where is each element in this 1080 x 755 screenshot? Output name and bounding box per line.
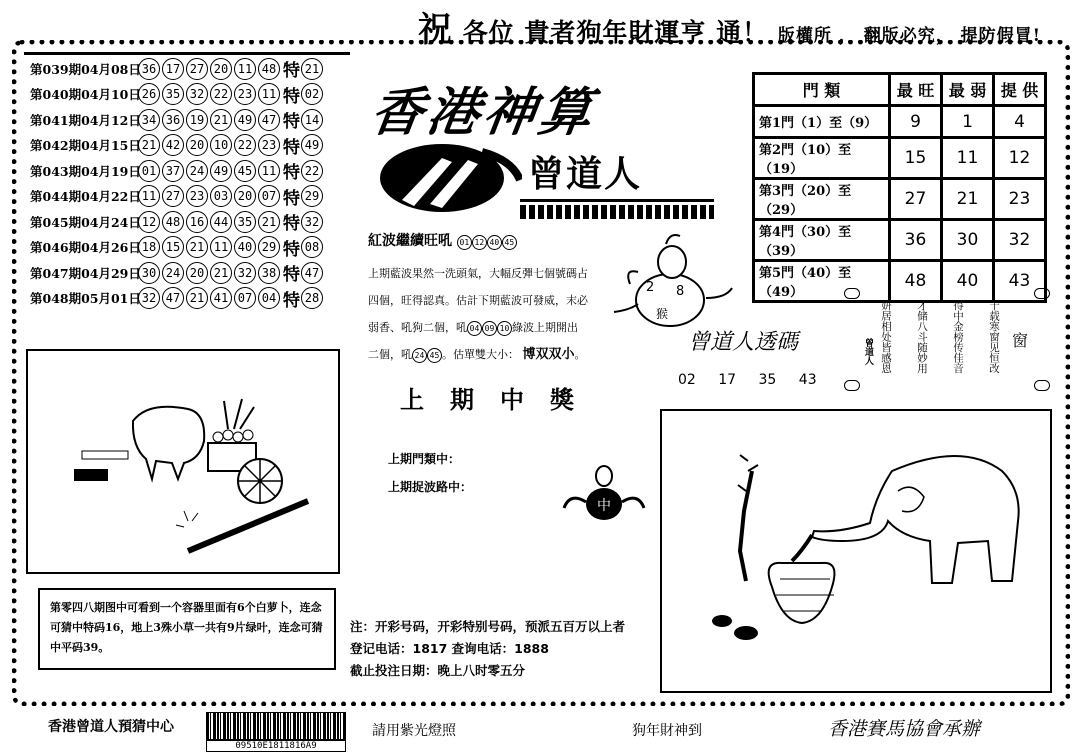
- special-ball: 49: [301, 134, 323, 156]
- number-ball: 42: [162, 134, 184, 156]
- number-ball: 04: [467, 321, 482, 336]
- subtitle: 曾道人: [528, 153, 643, 195]
- riddle-picture: [26, 349, 340, 574]
- number-ball: 20: [186, 262, 208, 284]
- number-ball: 29: [258, 236, 280, 258]
- win-gourd-icon: [562, 462, 646, 524]
- last-period-title: 上期中獎: [400, 386, 600, 414]
- analysis-text-part: 弱香、吼狗二個，吼: [368, 321, 467, 334]
- door-offer: 23: [994, 179, 1046, 220]
- number-ball: 44: [210, 211, 232, 233]
- number-ball: 40: [234, 236, 256, 258]
- history-row: [30, 107, 348, 133]
- zdr-transmit-label: 曾道人透碼: [688, 330, 799, 355]
- number-ball: 47: [162, 287, 184, 309]
- number-ball: 21: [186, 236, 208, 258]
- period-label: 第042期04月15日: [30, 138, 141, 154]
- number-ball: 24: [412, 348, 427, 363]
- number-ball: 32: [138, 287, 160, 309]
- banner-notice: 版權所 ， 翻版必究， 提防假冒!: [777, 26, 1042, 46]
- door-label: 第1門（1）至（9）: [754, 106, 890, 138]
- analysis-text-part: 二個，吼: [368, 348, 412, 361]
- door-offer: 32: [994, 220, 1046, 261]
- number-ball: 03: [210, 185, 232, 207]
- gourd-number: 8: [676, 284, 685, 299]
- number-ball: 20: [186, 134, 208, 156]
- number-ball: 15: [162, 236, 184, 258]
- period-label: 第040期04月10日: [30, 87, 141, 103]
- odd-even-pick: 博双双小: [522, 347, 575, 362]
- elephant-picture: [660, 409, 1052, 693]
- period-label: 第041期04月12日: [30, 112, 141, 128]
- number-ball: 10: [497, 321, 512, 336]
- number-ball: 18: [138, 236, 160, 258]
- window-char: 窗: [1012, 331, 1029, 350]
- special-ball: 47: [301, 262, 323, 284]
- punch-hole: [844, 380, 860, 391]
- number-ball: 04: [258, 287, 280, 309]
- number-ball: 21: [138, 134, 160, 156]
- poem-column: 得中金榜传佳音: [952, 300, 964, 374]
- door-offer: 43: [994, 261, 1046, 302]
- history-row: [30, 235, 348, 261]
- wave-label: 紅波繼續旺吼: [368, 233, 452, 249]
- door-label: 第3門（20）至（29）: [754, 179, 890, 220]
- number-ball: 07: [258, 185, 280, 207]
- special-label: 特: [283, 61, 300, 82]
- number-ball: 23: [234, 83, 256, 105]
- number-ball: 27: [186, 58, 208, 80]
- history-row: [30, 286, 348, 312]
- special-label: 特: [283, 214, 300, 235]
- notes: [350, 616, 625, 682]
- last-wave-label: 上期捉波路中：: [388, 480, 473, 494]
- poem-column: 妍居相处皆感恩: [880, 300, 892, 374]
- special-label: 特: [283, 137, 300, 158]
- special-ball: 29: [301, 185, 323, 207]
- number-ball: 11: [138, 185, 160, 207]
- number-ball: 49: [234, 109, 256, 131]
- punch-hole: [1034, 380, 1050, 391]
- period-label: 第043期04月19日: [30, 163, 141, 179]
- door-min: 40: [942, 261, 994, 302]
- side-label: 曾道人: [863, 338, 873, 365]
- number-ball: 22: [210, 83, 232, 105]
- number-ball: 11: [234, 58, 256, 80]
- number-ball: 34: [138, 109, 160, 131]
- draw-history: [30, 56, 348, 311]
- history-row: [30, 82, 348, 108]
- barcode-number: 09510E1811816A9: [206, 740, 346, 752]
- special-ball: 02: [301, 83, 323, 105]
- number-ball: 40: [487, 235, 502, 250]
- number-ball: 30: [138, 262, 160, 284]
- number-ball: 48: [258, 58, 280, 80]
- period-label: 第046期04月26日: [30, 240, 141, 256]
- door-table-header: [754, 74, 1046, 106]
- door-table: [752, 72, 1047, 303]
- analysis-line: [368, 314, 600, 341]
- analysis-line: 四個，旺得認真。估計下期藍波可發威，末必: [368, 294, 588, 307]
- number-ball: 37: [162, 160, 184, 182]
- door-min: 21: [942, 179, 994, 220]
- header-cell: 提 供: [994, 74, 1046, 106]
- poem-column: 十载寒窗见恒改: [988, 300, 1000, 374]
- number-ball: 16: [186, 211, 208, 233]
- number-ball: 45: [234, 160, 256, 182]
- history-row: [30, 184, 348, 210]
- period-label: 第047期04月29日: [30, 265, 141, 281]
- special-ball: 08: [301, 236, 323, 258]
- number-ball: 36: [162, 109, 184, 131]
- number-ball: 24: [186, 160, 208, 182]
- history-row: [30, 133, 348, 159]
- analysis-balls: [467, 321, 512, 334]
- special-label: 特: [283, 239, 300, 260]
- number-ball: 10: [210, 134, 232, 156]
- coin-emblem: [372, 140, 522, 220]
- analysis-text-part: 。估單雙大小：: [442, 348, 519, 361]
- number-ball: 21: [210, 262, 232, 284]
- number-ball: 45: [427, 348, 442, 363]
- number-ball: 45: [502, 235, 517, 250]
- door-label: 第4門（30）至（39）: [754, 220, 890, 261]
- number-ball: 11: [258, 83, 280, 105]
- door-min: 1: [942, 106, 994, 138]
- number-ball: 21: [210, 109, 232, 131]
- special-label: 特: [283, 265, 300, 286]
- door-offer: 4: [994, 106, 1046, 138]
- special-label: 特: [283, 290, 300, 311]
- history-row: [30, 260, 348, 286]
- door-max: 15: [890, 138, 942, 179]
- number-ball: 11: [210, 236, 232, 258]
- door-row: [754, 138, 1046, 179]
- number-ball: 23: [258, 134, 280, 156]
- door-row: [754, 106, 1046, 138]
- zdr-numbers: 02 17 35 43: [678, 372, 817, 388]
- history-rule: [24, 52, 350, 55]
- period-label: 第039期04月08日: [30, 61, 141, 77]
- number-ball: 35: [162, 83, 184, 105]
- analysis-text-part: 。: [574, 348, 586, 361]
- door-offer: 12: [994, 138, 1046, 179]
- door-min: 30: [942, 220, 994, 261]
- special-ball: 14: [301, 109, 323, 131]
- number-ball: 07: [234, 287, 256, 309]
- wave-line: [368, 230, 517, 250]
- header-cell: 最 旺: [890, 74, 942, 106]
- special-ball: 28: [301, 287, 323, 309]
- period-label: 第044期04月22日: [30, 189, 141, 205]
- period-label: 第045期04月24日: [30, 214, 141, 230]
- door-max: 48: [890, 261, 942, 302]
- special-ball: 32: [301, 211, 323, 233]
- number-ball: 09: [482, 321, 497, 336]
- number-ball: 47: [258, 109, 280, 131]
- door-label: 第2門（10）至（19）: [754, 138, 890, 179]
- gourd-animal: 猴: [656, 307, 669, 321]
- stripe-decoration: [520, 205, 714, 219]
- note-line: 截止投注日期：晚上八时零五分: [350, 663, 526, 678]
- history-row: [30, 158, 348, 184]
- top-banner: [418, 2, 1042, 50]
- elephant-illustration: [662, 411, 1050, 691]
- number-ball: 48: [162, 211, 184, 233]
- note-line: 注：开彩号码，开彩特别号码，预派五百万以上者: [350, 619, 626, 634]
- number-ball: 12: [138, 211, 160, 233]
- analysis-text-part: 綠波上期開出: [512, 321, 578, 334]
- banner-prefix: 祝: [418, 10, 453, 50]
- footer-dog-note: 狗年財神到: [632, 723, 702, 739]
- door-max: 36: [890, 220, 942, 261]
- number-ball: 32: [234, 262, 256, 284]
- special-ball: 22: [301, 160, 323, 182]
- door-max: 9: [890, 106, 942, 138]
- number-ball: 49: [210, 160, 232, 182]
- history-row: [30, 56, 348, 82]
- footer-center-name: 香港曾道人預猜中心: [48, 719, 174, 735]
- gourd-number: 2: [646, 280, 655, 295]
- analysis-line: [368, 341, 600, 368]
- barcode-bars: [206, 712, 346, 740]
- number-ball: 36: [138, 58, 160, 80]
- stripe-rule: [520, 199, 714, 202]
- last-door-label: 上期門類中：: [388, 452, 461, 466]
- door-label: 第5門（40）至（49）: [754, 261, 890, 302]
- riddle-box: 第零四八期图中可看到一个容器里面有6个白萝卜，连念可猜中特码16，地上3殊小草一共有9片绿叶，连念可猜中平码39。: [38, 588, 336, 670]
- number-ball: 20: [210, 58, 232, 80]
- banner-greeting: 各位 貴者狗年財運亨 通！: [462, 18, 769, 47]
- number-ball: 24: [162, 262, 184, 284]
- number-ball: 41: [210, 287, 232, 309]
- note-line: 登记电话：1817 查询电话：1888: [350, 641, 549, 656]
- number-ball: 35: [234, 211, 256, 233]
- door-min: 11: [942, 138, 994, 179]
- number-ball: 27: [162, 185, 184, 207]
- pig-illustration: [28, 351, 338, 572]
- number-ball: 23: [186, 185, 208, 207]
- special-label: 特: [283, 112, 300, 133]
- period-label: 第048期05月01日: [30, 291, 141, 307]
- page-title: 香港神算: [367, 82, 600, 143]
- number-ball: 32: [186, 83, 208, 105]
- punch-hole: [844, 288, 860, 299]
- analysis-line: 上期藍波果然一洗頭氣，大幅反彈七個號碼占: [368, 267, 588, 280]
- number-ball: 01: [457, 235, 472, 250]
- header-cell: 最 弱: [942, 74, 994, 106]
- footer-association: 香港賽馬協會承辦: [828, 718, 981, 740]
- number-ball: 22: [234, 134, 256, 156]
- number-ball: 01: [138, 160, 160, 182]
- analysis-text: [368, 260, 600, 368]
- number-ball: 38: [258, 262, 280, 284]
- header-cell: 門 類: [754, 74, 890, 106]
- number-ball: 20: [234, 185, 256, 207]
- door-row: [754, 261, 1046, 302]
- number-ball: 17: [162, 58, 184, 80]
- special-label: 特: [283, 86, 300, 107]
- number-ball: 11: [258, 160, 280, 182]
- poem-column: 才储八斗随妙用: [916, 300, 928, 374]
- number-ball: 12: [472, 235, 487, 250]
- analysis-balls: [412, 348, 442, 361]
- punch-hole: [1034, 288, 1050, 299]
- special-ball: 21: [301, 58, 323, 80]
- door-max: 27: [890, 179, 942, 220]
- barcode: [206, 712, 346, 752]
- wave-balls: [457, 233, 517, 249]
- gourd-pig-emblem: [610, 228, 740, 338]
- number-ball: 21: [258, 211, 280, 233]
- number-ball: 26: [138, 83, 160, 105]
- number-ball: 21: [186, 287, 208, 309]
- history-row: [30, 209, 348, 235]
- win-mark-text: 中: [597, 498, 611, 514]
- footer-uv-note: 請用紫光燈照: [372, 723, 456, 739]
- door-row: [754, 179, 1046, 220]
- special-label: 特: [283, 188, 300, 209]
- door-row: [754, 220, 1046, 261]
- number-ball: 19: [186, 109, 208, 131]
- special-label: 特: [283, 163, 300, 184]
